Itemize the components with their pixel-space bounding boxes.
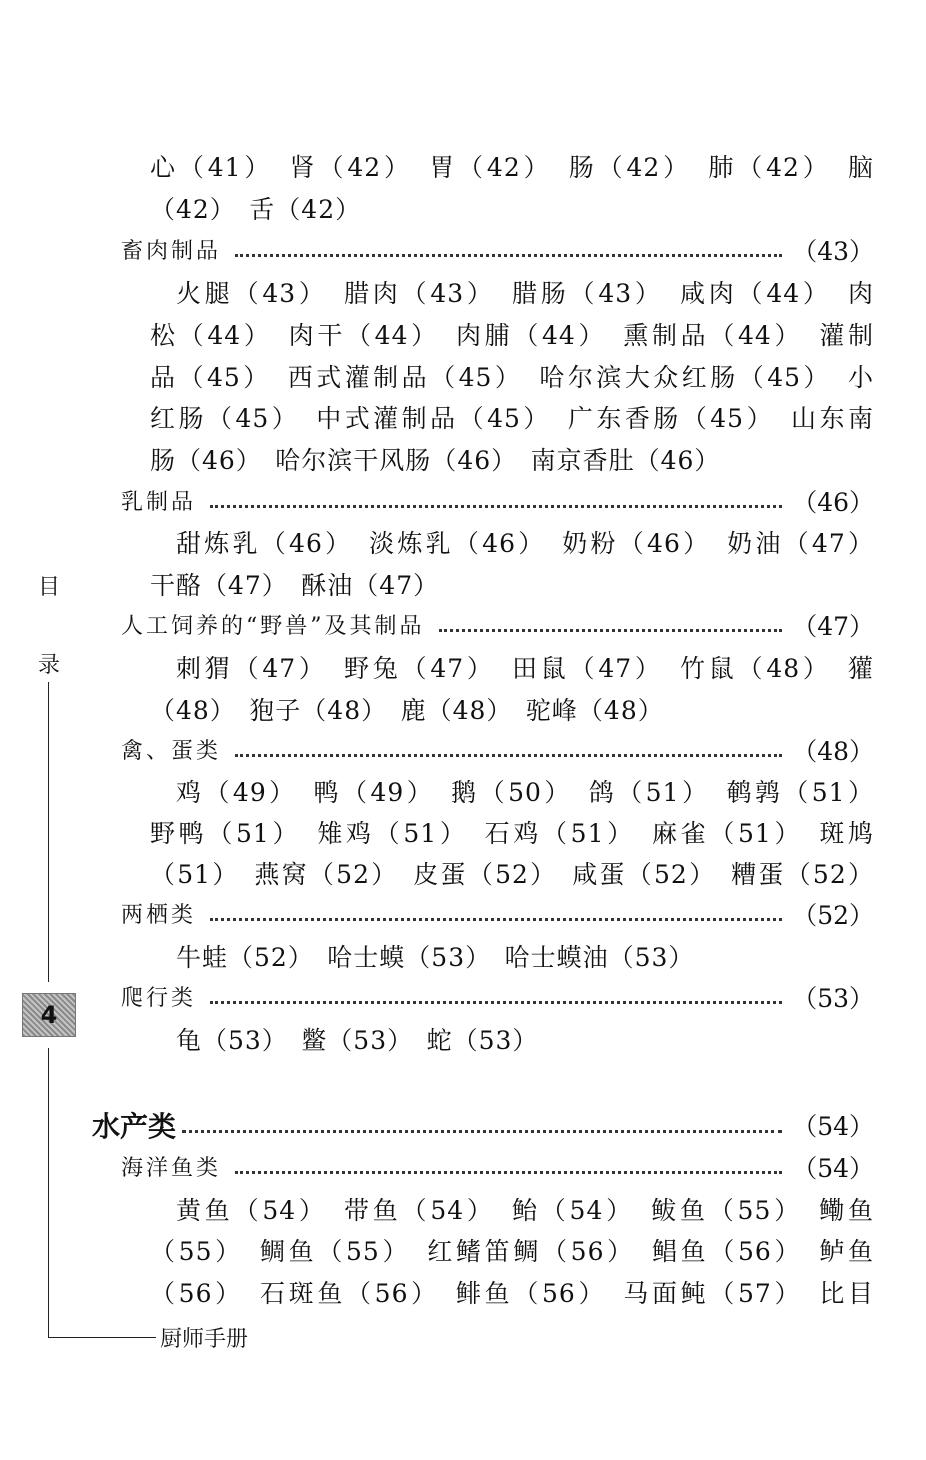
section-title: 两栖类 bbox=[121, 903, 197, 928]
side-label-mu: 目 bbox=[38, 575, 61, 600]
section-title: 畜肉制品 bbox=[121, 239, 222, 264]
toc-line-26: （55） 鲷鱼（55） 红鳍笛鲷（56） 鲳鱼（56） 鲈鱼 bbox=[150, 1237, 874, 1266]
toc-section-amphibians bbox=[121, 895, 874, 937]
toc-line-22: 龟（53） 鳖（53） 蛇（53） bbox=[176, 1026, 539, 1055]
side-rule-lower bbox=[48, 1048, 49, 1338]
section-page: （54） bbox=[792, 1154, 874, 1183]
section-page: （48） bbox=[792, 737, 874, 766]
footer-rule bbox=[48, 1337, 156, 1338]
toc-line-27: （56） 石斑鱼（56） 鲱鱼（56） 马面鲀（57） 比目 bbox=[150, 1279, 874, 1308]
leader-dots bbox=[182, 1130, 782, 1133]
chapter-page: （54） bbox=[792, 1112, 874, 1141]
section-page: （53） bbox=[792, 984, 874, 1013]
leader-dots bbox=[210, 1001, 782, 1004]
toc-line-25: 黄鱼（54） 带鱼（54） 鲐（54） 鲅鱼（55） 鳓鱼 bbox=[176, 1196, 874, 1225]
toc-line-13: 刺猬（47） 野兔（47） 田鼠（47） 竹鼠（48） 獾 bbox=[176, 654, 874, 683]
toc-line-18: （51） 燕窝（52） 皮蛋（52） 咸蛋（52） 糟蛋（52） bbox=[150, 860, 874, 889]
leader-dots bbox=[235, 754, 782, 757]
toc-line-4: 火腿（43） 腊肉（43） 腊肠（43） 咸肉（44） 肉 bbox=[176, 279, 874, 308]
toc-line-14: （48） 狍子（48） 鹿（48） 驼峰（48） bbox=[150, 696, 664, 725]
toc-section-dairy bbox=[121, 482, 874, 524]
toc-line-20: 牛蛙（52） 哈士蟆（53） 哈士蟆油（53） bbox=[176, 943, 695, 972]
toc-line-2: （42） 舌（42） bbox=[150, 195, 362, 224]
toc-line-10: 甜炼乳（46） 淡炼乳（46） 奶粉（46） 奶油（47） bbox=[176, 529, 874, 558]
leader-dots bbox=[235, 254, 782, 257]
toc-line-17: 野鸭（51） 雉鸡（51） 石鸡（51） 麻雀（51） 斑鸠 bbox=[150, 819, 874, 848]
toc-line-7: 红肠（45） 中式灌制品（45） 广东香肠（45） 山东南 bbox=[150, 404, 874, 433]
section-title: 禽、蛋类 bbox=[121, 739, 222, 764]
chapter-title: 水产类 bbox=[92, 1110, 177, 1143]
section-page: （46） bbox=[792, 488, 874, 517]
toc-section-meat-products bbox=[121, 231, 874, 273]
side-label-lu: 录 bbox=[38, 653, 61, 678]
toc-line-1: 心（41） 肾（42） 胃（42） 肠（42） 肺（42） 脑 bbox=[150, 153, 874, 182]
toc-line-11: 干酪（47） 酥油（47） bbox=[150, 571, 440, 600]
toc-section-marine-fish bbox=[121, 1148, 874, 1190]
toc-line-6: 品（45） 西式灌制品（45） 哈尔滨大众红肠（45） 小 bbox=[150, 363, 874, 392]
section-title: 爬行类 bbox=[121, 986, 197, 1011]
toc-line-8: 肠（46） 哈尔滨干风肠（46） 南京香肚（46） bbox=[150, 446, 721, 475]
leader-dots bbox=[439, 629, 783, 632]
section-title: 乳制品 bbox=[121, 490, 197, 515]
section-title: 海洋鱼类 bbox=[121, 1156, 222, 1181]
toc-section-game bbox=[121, 606, 874, 648]
section-title: 人工饲养的“野兽”及其制品 bbox=[121, 614, 425, 639]
section-page: （47） bbox=[792, 612, 874, 641]
leader-dots bbox=[210, 918, 782, 921]
footer-book-title: 厨师手册 bbox=[160, 1327, 249, 1352]
section-page: （43） bbox=[792, 237, 874, 266]
leader-dots bbox=[235, 1171, 782, 1174]
toc-line-16: 鸡（49） 鸭（49） 鹅（50） 鸽（51） 鹌鹑（51） bbox=[176, 778, 874, 807]
side-rule-upper bbox=[48, 682, 49, 982]
leader-dots bbox=[210, 505, 782, 508]
page-number-badge: 4 bbox=[22, 993, 76, 1037]
toc-section-poultry-eggs bbox=[121, 731, 874, 773]
section-page: （52） bbox=[792, 901, 874, 930]
toc-section-reptiles bbox=[121, 978, 874, 1020]
toc-chapter-aquatic bbox=[92, 1104, 874, 1150]
toc-line-5: 松（44） 肉干（44） 肉脯（44） 熏制品（44） 灌制 bbox=[150, 321, 874, 350]
